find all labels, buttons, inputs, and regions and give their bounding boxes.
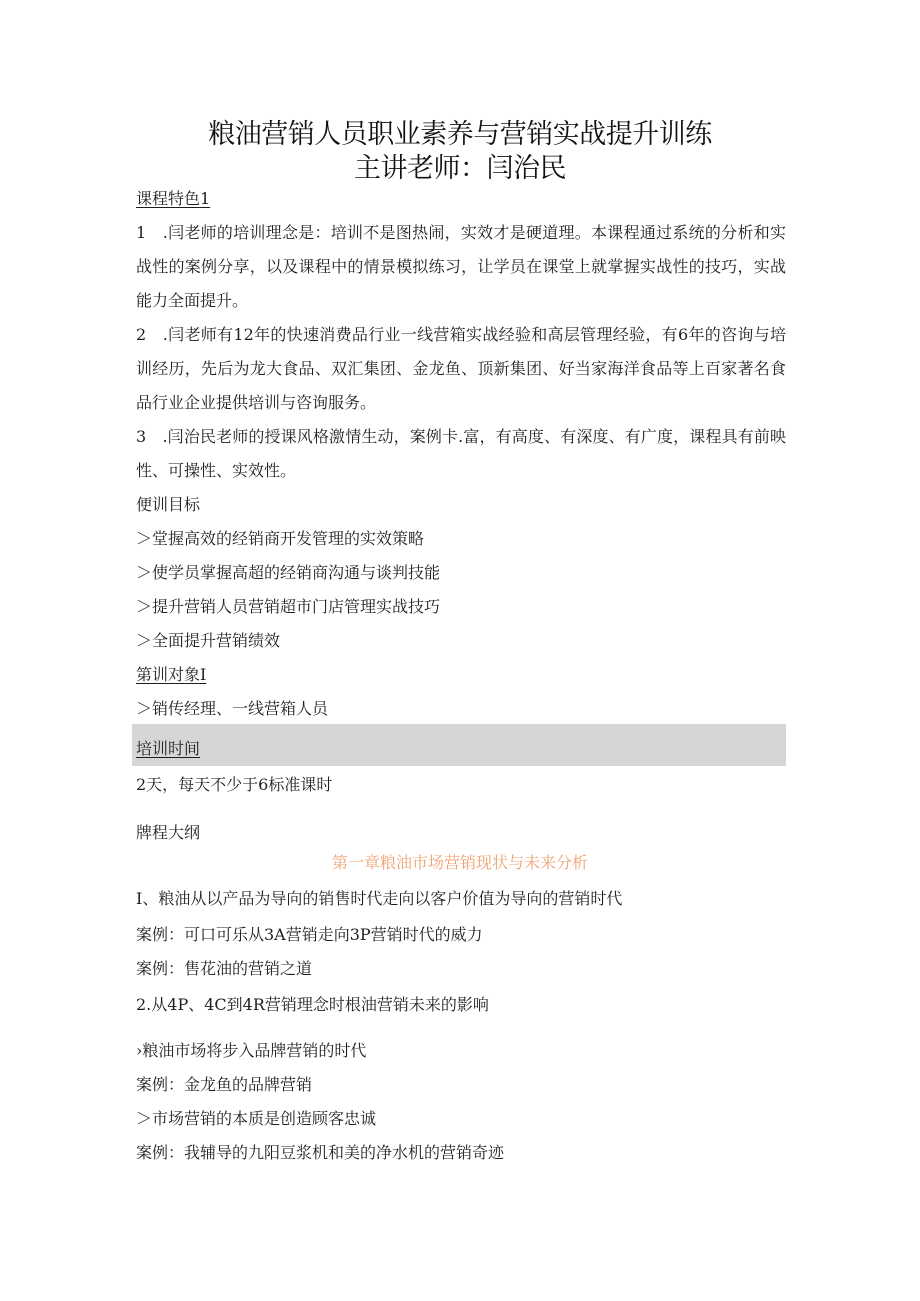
outline-item-1: I、粮油从以产品为导向的销售时代走向以客户价值为导向的营销时代 — [136, 889, 623, 908]
chapter-title: 第一章粮油市场营销现状与未来分析 — [331, 853, 588, 872]
section-heading-outline: 牌程大纲 — [136, 823, 201, 842]
feature-paragraph-3: 3 .闫治民老师的授课风格激情生动，案例卡.富，有高度、有深度、有广度，课程具有前映性、可操性、实效性。 — [136, 427, 786, 480]
goal-item-2: ＞使学员掌握高超的经销商沟通与谈判技能 — [136, 563, 441, 582]
outline-subitem-1: ›粮油市场将步入品牌营销的时代 — [136, 1041, 367, 1060]
goal-item-1: ＞堂握高效的经销商开发管理的实效策略 — [136, 529, 425, 548]
outline-item-2: 2.从4P、4C到4R营销理念时根油营销未来的影响 — [136, 995, 489, 1014]
goal-item-4: ＞全面提升营销绩效 — [136, 631, 281, 650]
document-title: 粮油营销人员职业素养与营销实战提升训练 — [208, 119, 712, 150]
highlight-band — [132, 724, 786, 766]
outline-case-3: 案例：金龙鱼的品牌营销 — [136, 1075, 313, 1094]
section-heading-features: 课程特色1 — [136, 189, 211, 208]
audience-item: ＞销传经理、一线营箱人员 — [136, 699, 329, 718]
time-item: 2天，每天不少于6标准课时 — [136, 775, 333, 794]
outline-subitem-2: ＞市场营销的本质是创造顾客忠诚 — [136, 1109, 377, 1128]
goal-item-3: ＞提升营销人员营销超市门店管理实战技巧 — [136, 597, 441, 616]
section-heading-goals: 便训目标 — [136, 495, 201, 514]
outline-case-2: 案例：售花油的营销之道 — [136, 959, 313, 978]
section-heading-audience: 第训对象I — [136, 665, 207, 684]
feature-paragraph-1: 1 .闫老师的培训理念是：培训不是图热闹，实效才是硬道理。本课程通过系统的分析和实战性的案例分享，以及课程中的情景模拟练习，让学员在课堂上就掌握实战性的技巧，实战能力全面提升。 — [136, 223, 786, 310]
document-subtitle-lecturer: 主讲老师：闫治民 — [354, 153, 566, 184]
outline-case-1: 案例：可口可乐从3A营销走向3P营销时代的威力 — [136, 925, 483, 944]
section-heading-time: 培训时间 — [136, 739, 201, 758]
outline-case-4: 案例：我辅导的九阳豆浆机和美的净水机的营销奇迹 — [136, 1143, 505, 1162]
feature-paragraph-2: 2 .闫老师有12年的快速消费品行业一线营箱实战经验和高层管理经验，有6年的咨询与培训经历，先后为龙大食品、双汇集团、金龙鱼、顶新集团、好当家海洋食品等上百家著名食品行业企业提供培训与咨询服务。 — [136, 325, 786, 412]
